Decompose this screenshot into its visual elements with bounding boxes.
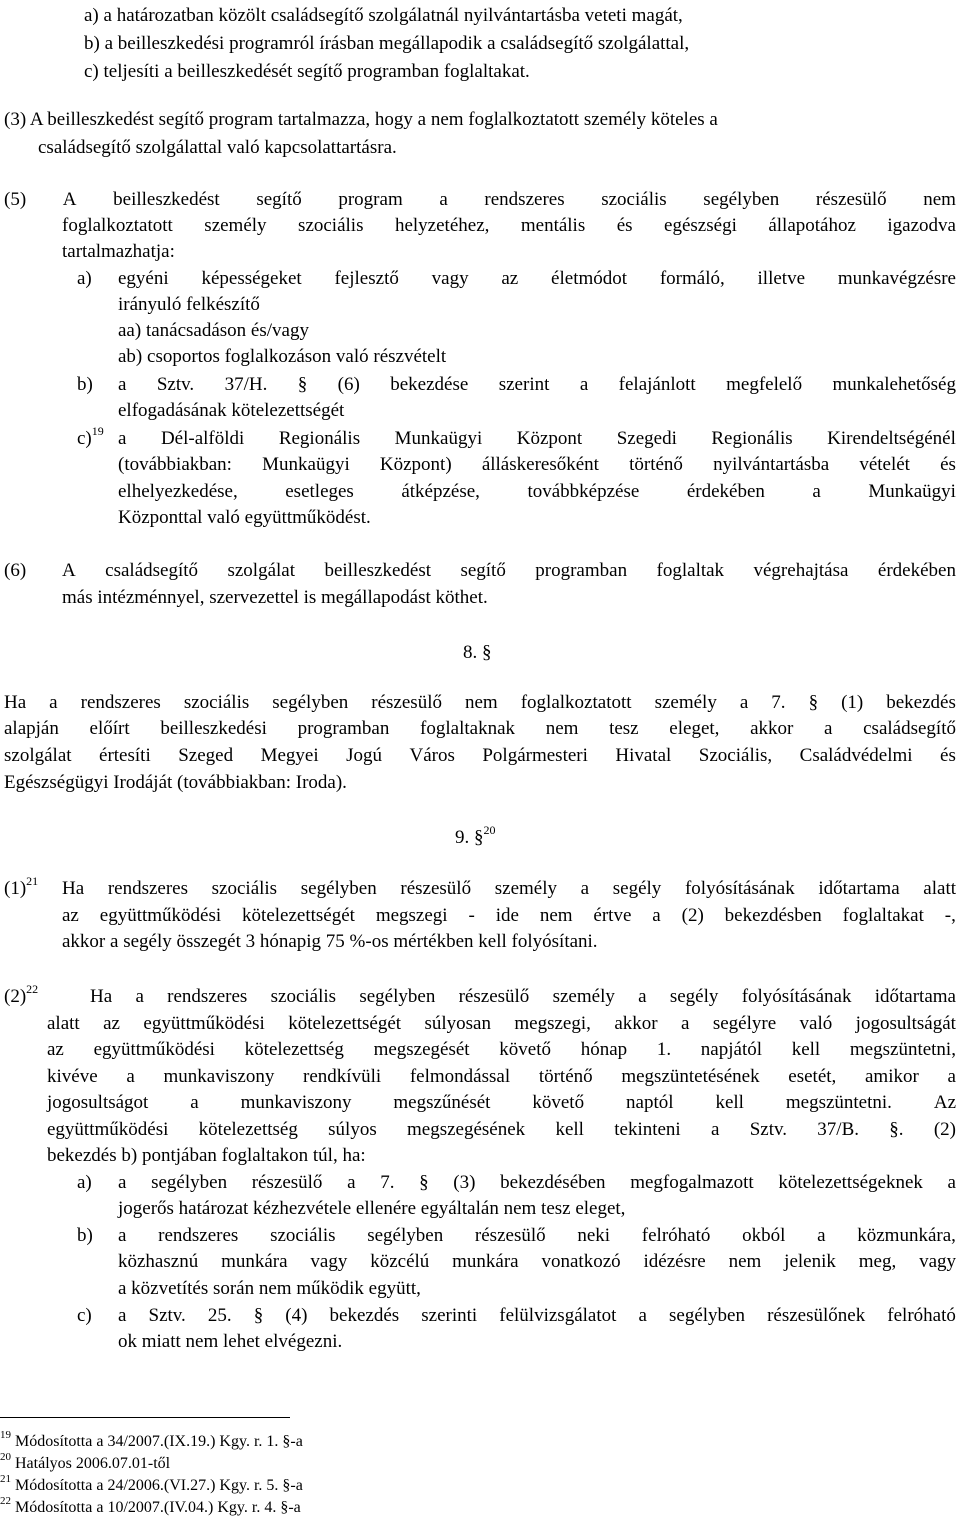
- section-9-p1-label: $(1)^{21}$: [4, 873, 39, 899]
- item-b-line-1: a Sztv. 37/H. § (6) bekezdése szerint a felajánlott megfelelő munkalehetőség: [118, 374, 956, 395]
- section-9-item-b-line-3: a közvetítés során nem működik együtt,: [118, 1278, 421, 1299]
- section-9-p1-line-3: akkor a segély összegét 3 hónapig 75 %-os mértékben kell folyósítani.: [62, 931, 598, 952]
- item-c-line-2: (továbbiakban: Munkaügyi Központ) álláskeresőként történő nyilvántartásba vételét és: [118, 454, 956, 475]
- section-8-heading: 8. §: [463, 642, 492, 663]
- item-c-line-3: elhelyezkedése, esetleges átképzése, továbbképzése érdekében a Munkaügyi: [118, 481, 956, 502]
- item-a-line-1: egyéni képességeket fejlesztő vagy az életmódot formáló, illetve munkavégzésre: [118, 268, 956, 289]
- section-9-item-b-label: b): [77, 1225, 93, 1246]
- item-b-line-2: elfogadásának kötelezettségét: [118, 400, 345, 421]
- section-9-p2-line-1: Ha a rendszeres szociális segélyben részesülő személy a segély folyósításának időtartama: [90, 986, 956, 1007]
- paragraph-6-line-2: más intézménnyel, szervezettel is megállapodást köthet.: [62, 587, 488, 608]
- section-9-item-c-line-1: a Sztv. 25. § (4) bekezdés szerinti felülvizsgálatot a segélyben részesülőnek felróható: [118, 1305, 956, 1326]
- section-8-line-3: szolgálat értesíti Szeged Megyei Jogú Város Polgármesteri Hivatal Szociális, Családvédelmi és: [4, 745, 956, 766]
- paragraph-5-line-3: tartalmazhatja:: [62, 241, 175, 262]
- section-8-line-1: Ha a rendszeres szociális segélyben részesülő nem foglalkoztatott személy a 7. § (1) bekezdés: [4, 692, 956, 713]
- footnote-ref-19: 19: [91, 423, 104, 438]
- item-a-line-2: irányuló felkészítő: [118, 294, 260, 315]
- footnote-20: $^{20}$ Hatályos 2006.07.01-től: [0, 1450, 171, 1472]
- item-c-label: c)$^{19}$: [77, 423, 104, 449]
- paragraph-5-line-1: (5) A beilleszkedést segítő program a rendszeres szociális segélyben részesülő nem: [4, 189, 956, 210]
- section-9-p2-line-7: bekezdés b) pontjában foglaltakon túl, ha:: [47, 1145, 366, 1166]
- section-9-item-a-label: a): [77, 1172, 92, 1193]
- section-8-line-4: Egészségügyi Irodáját (továbbiakban: Iroda).: [4, 772, 347, 793]
- intro-item-a: a) a határozatban közölt családsegítő szolgálatnál nyilvántartásba veteti magát,: [84, 5, 683, 26]
- section-9-item-b-line-2: közhasznú munkára vagy közcélú munkára vonatkozó idézésre nem jelenik meg, vagy: [118, 1251, 956, 1272]
- footnote-ref-21: 21: [26, 873, 39, 888]
- footnote-22: $^{22}$ Módosította a 10/2007.(IV.04.) Kgy. r. 4. §-a: [0, 1494, 301, 1516]
- section-9-p2-line-2: alatt az együttműködési kötelezettségét súlyosan megszegi, akkor a segélyre való jogosultságát: [47, 1013, 956, 1034]
- footnote-ref-20: 20: [483, 822, 496, 837]
- item-c-line-4: Központtal való együttműködést.: [118, 507, 371, 528]
- paragraph-6-line-1: A családsegítő szolgálat beilleszkedést segítő programban foglaltak végrehajtása érdekében: [62, 560, 956, 581]
- item-c-line-1: a Dél-alföldi Regionális Munkaügyi Központ Szegedi Regionális Kirendeltségénél: [118, 428, 956, 449]
- section-9-p2-line-5: jogosultságot a munkaviszony megszűnését követő naptól kell megszüntetni. Az: [47, 1092, 956, 1113]
- footnote-separator: [0, 1417, 290, 1418]
- item-ab: ab) csoportos foglalkozáson való részvételt: [118, 346, 447, 367]
- section-8-line-2: alapján előírt beilleszkedési programban foglaltaknak nem tesz eleget, akkor a családsegítő: [4, 718, 956, 739]
- intro-item-b: b) a beilleszkedési programról írásban megállapodik a családsegítő szolgálattal,: [84, 33, 690, 54]
- section-9-p2-line-6: együttműködési kötelezettség súlyos megszegésének kell tekinteni a Sztv. 37/B. §. (2): [47, 1119, 956, 1140]
- section-9-item-c-line-2: ok miatt nem lehet elvégezni.: [118, 1331, 343, 1352]
- section-9-p2-line-3: az együttműködési kötelezettség megszegését követő hónap 1. napjától kell megszüntetni,: [47, 1039, 956, 1060]
- footnote-21: $^{21}$ Módosította a 24/2006.(VI.27.) Kgy. r. 5. §-a: [0, 1472, 303, 1494]
- item-b-label: b): [77, 374, 93, 395]
- paragraph-3-line-1: (3) A beilleszkedést segítő program tartalmazza, hogy a nem foglalkoztatott személy köteles a: [4, 109, 718, 130]
- section-9-item-a-line-2: jogerős határozat kézhezvétele ellenére egyáltalán nem tesz eleget,: [118, 1198, 626, 1219]
- section-9-p2-label: $(2)^{22}$: [4, 981, 39, 1007]
- section-9-item-b-line-1: a rendszeres szociális segélyben részesülő neki felróható okból a közmunkára,: [118, 1225, 956, 1246]
- paragraph-6-label: (6): [4, 560, 27, 581]
- footnote-19: $^{19}$ Módosította a 34/2007.(IX.19.) Kgy. r. 1. §-a: [0, 1428, 303, 1450]
- paragraph-5-line-2: foglalkoztatott személy szociális helyzetéhez, mentális és egészségi állapotához igazodva: [62, 215, 956, 236]
- item-aa: aa) tanácsadáson és/vagy: [118, 320, 309, 341]
- section-9-item-a-line-1: a segélyben részesülő a 7. § (3) bekezdésében megfogalmazott kötelezettségeknek a: [118, 1172, 956, 1193]
- section-9-p2-line-4: kivéve a munkaviszony rendkívüli felmondással történő megszüntetésének esetét, amikor a: [47, 1066, 956, 1087]
- footnote-ref-22: 22: [26, 981, 39, 996]
- section-9-item-c-label: c): [77, 1305, 92, 1326]
- section-9-heading: 9. §$^{20}$: [455, 822, 496, 848]
- intro-item-c: c) teljesíti a beilleszkedését segítő programban foglaltakat.: [84, 61, 530, 82]
- paragraph-3-line-2: családsegítő szolgálattal való kapcsolattartásra.: [38, 137, 397, 158]
- section-9-p1-line-2: az együttműködési kötelezettségét megszegi - ide nem értve a (2) bekezdésben foglaltakat -,: [62, 905, 956, 926]
- item-a-label: a): [77, 268, 92, 289]
- section-9-p1-line-1: Ha rendszeres szociális segélyben részesülő személy a segély folyósításának időtartama alatt: [62, 878, 956, 899]
